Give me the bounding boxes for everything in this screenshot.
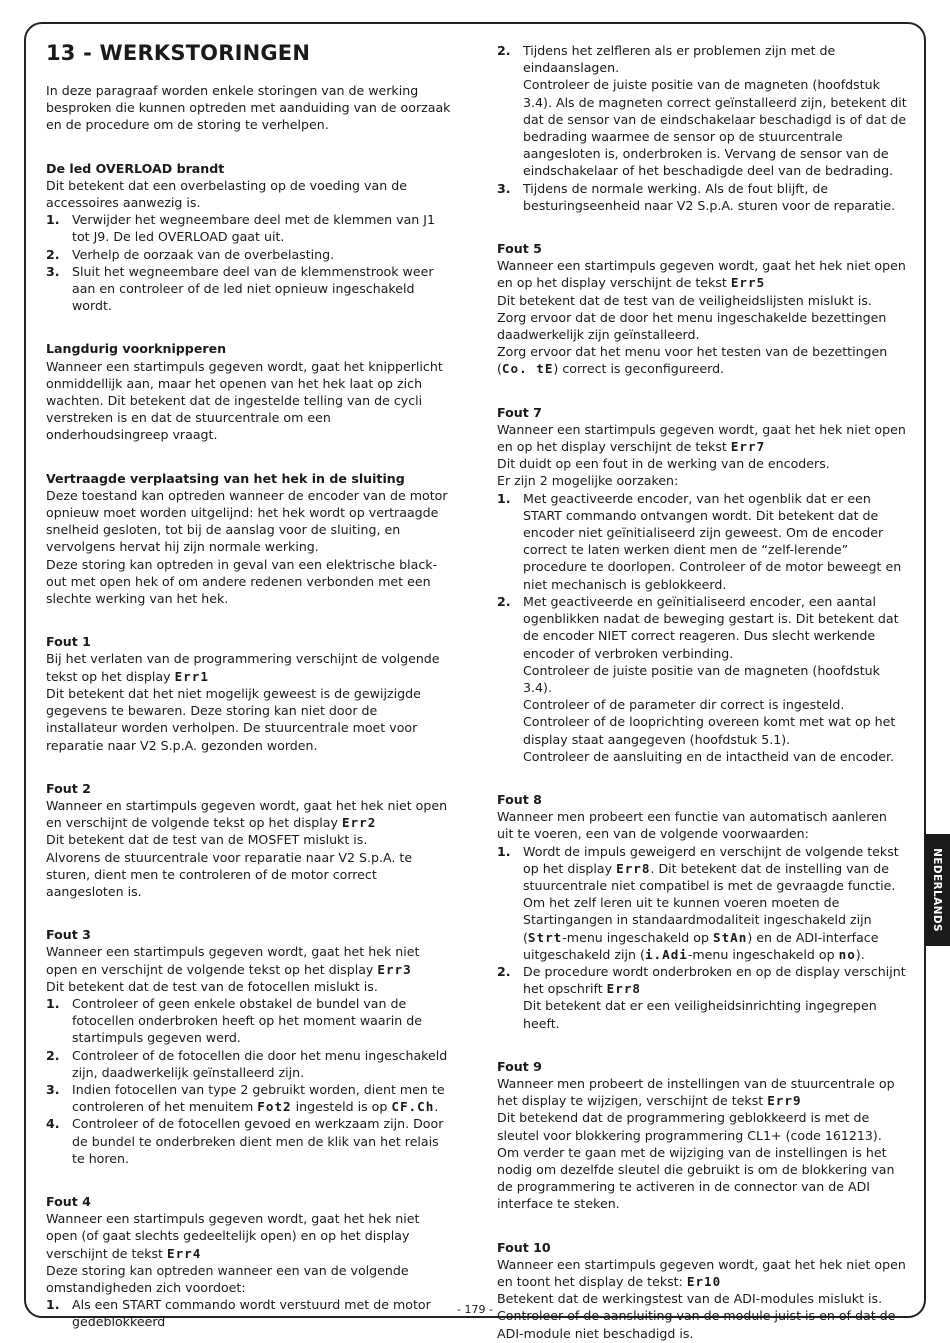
section-text: Deze storing kan optreden wanneer een van de volgende omstandigheden zich voordoet: — [46, 1262, 409, 1295]
item-text: -menu ingeschakeld op — [687, 946, 839, 962]
display-code: StAn — [713, 929, 748, 945]
section-preflash — [46, 340, 452, 443]
section-title: Fout 7 — [497, 404, 542, 420]
section-text: Wanneer een startimpuls gegeven wordt, gaat het knipperlicht onmiddellijk aan, maar het openen van het hek laat op zich wachten. Dit betekent dat de ingestelde telling van de cycli verstreken is en dat de stuurcentrale om een onderhoudsingreep vraagt. — [46, 358, 443, 443]
list-item — [46, 263, 452, 315]
item-number: 1. — [46, 995, 60, 1011]
text-part: Wanneer men probeert de instellingen van de stuurcentrale op het display te wijzigen, verschijnt de tekst — [497, 1075, 895, 1109]
item-text: ). — [855, 946, 865, 962]
section-text: Dit betekent dat de test van de MOSFET mislukt is. — [46, 832, 368, 848]
display-code: Err2 — [341, 815, 377, 831]
item-text: Controleer of de fotocellen gevoed en werkzaam zijn. Door de bundel te onderbreken dient men de klik van het relais te horen. — [72, 1116, 444, 1166]
section-text: Dit betekend dat de programmering geblokkeerd is met de sleutel voor blokkering programmering CL1+ (code 161213). — [497, 1110, 882, 1143]
section-text: Deze toestand kan optreden wanneer de encoder van de motor opnieuw moet worden uitgelijnd: het hek wordt op vertraagde snelheid gesloten, tot bij de aanslag voor de sluiting, en vervolgens hervat hij zijn normale werking. — [46, 487, 448, 555]
section-fout-2 — [46, 780, 452, 900]
text-part: ) correct is geconfigureerd. — [553, 361, 725, 377]
item-text: Als een START commando wordt verstuurd met de motor gedeblokkeerd — [72, 1297, 431, 1330]
item-number: 4. — [46, 1116, 60, 1132]
item-text: Dit betekent dat er een veiligheidsinrichting ingegrepen heeft. — [523, 998, 877, 1031]
section-fout-1 — [46, 633, 452, 753]
fout8-conditions — [497, 843, 907, 1032]
item-number: 2. — [46, 246, 60, 262]
section-text — [46, 943, 452, 977]
item-text: Controleer of de looprichting overeen komt met wat op het display staat aangegeven (hoofdstuk 5.1). — [523, 714, 896, 747]
list-item — [497, 180, 907, 214]
text-part: Wanneer een startimpuls gegeven wordt, gaat het hek niet open (of gaat slechts gedeeltelijk open) en op het display verschijnt de tekst — [46, 1211, 420, 1261]
display-code: Err5 — [730, 275, 766, 291]
item-text: Controleer of de parameter dir correct is ingesteld. — [523, 697, 845, 713]
list-item — [46, 1081, 452, 1115]
section-title: Fout 1 — [46, 634, 91, 650]
item-text: Tijdens het zelfleren als er problemen zijn met de eindaanslagen. — [523, 43, 836, 76]
display-code: Err3 — [377, 961, 412, 977]
section-text: Deze storing kan optreden in geval van een elektrische black-out met open hek of om andere redenen verbonden met een slechte werking van het hek. — [46, 556, 438, 607]
item-text: Verwijder het wegneembare deel met de klemmen van J1 tot J9. De led OVERLOAD gaat uit. — [72, 212, 435, 245]
item-number: 2. — [46, 1047, 60, 1063]
item-text: ingesteld is op — [291, 1099, 392, 1115]
section-text — [497, 1075, 907, 1109]
section-title: Fout 2 — [46, 780, 91, 796]
display-code: i.Adi — [644, 946, 688, 962]
section-title: Fout 4 — [46, 1193, 91, 1209]
display-code: Fot2 — [257, 1099, 292, 1115]
item-text: . Dit betekent dat de instelling van de stuurcentrale niet compatibel is met de gevraagde functie. Om het zelf leren uit te kunnen voeren moeten de Startingangen in standaardmodaliteit ingeschakeld zijn ( — [523, 860, 896, 945]
list-item — [46, 211, 452, 245]
fout7-causes — [497, 490, 907, 765]
left-column — [46, 40, 452, 1331]
section-title: Vertraagde verplaatsing van het hek in de sluiting — [46, 470, 405, 486]
display-code: Strt — [527, 929, 563, 945]
overload-steps — [46, 211, 452, 314]
list-item — [46, 995, 452, 1047]
display-code: Co. tE — [501, 361, 554, 377]
section-text: Zorg ervoor dat de door het menu ingeschakelde bezettingen daadwerkelijk zijn geïnstalleerd. — [497, 309, 887, 343]
item-number: 1. — [497, 843, 511, 859]
item-text: Met geactiveerde en geïnitialiseerd encoder, een aantal ogenblikken nadat de beweging gestart is. Dit betekent dat de encoder NIET correct reageren. Dus slecht werkende encoder of verbroken verbinding. — [523, 593, 899, 661]
display-code: no — [838, 946, 856, 962]
item-number: 1. — [497, 490, 511, 506]
section-text — [46, 797, 452, 831]
section-overload — [46, 160, 452, 315]
item-text: Verhelp de oorzaak van de overbelasting. — [72, 246, 335, 262]
item-number: 3. — [497, 180, 511, 196]
section-text: Betekent dat de werkingstest van de ADI-modules mislukt is. — [497, 1291, 883, 1307]
item-text: ) en de ADI-interface uitgeschakeld zijn ( — [523, 929, 879, 962]
item-number: 1. — [46, 212, 60, 228]
section-text: Dit betekent dat de test van de veiligheidslijsten mislukt is. — [497, 292, 872, 308]
section-text — [497, 1256, 907, 1290]
item-text: Tijdens de normale werking. Als de fout blijft, de besturingseenheid naar V2 S.p.A. sturen voor de reparatie. — [523, 180, 896, 213]
section-text — [46, 1210, 452, 1262]
right-column — [497, 42, 907, 1342]
section-title: Fout 9 — [497, 1058, 542, 1074]
section-text — [497, 343, 907, 377]
item-text: Indien fotocellen van type 2 gebruikt worden, dient men te controleren of het menuitem — [72, 1081, 445, 1115]
section-title: De led OVERLOAD brandt — [46, 160, 225, 176]
item-text: -menu ingeschakeld op — [562, 929, 713, 945]
text-part: Wanneer en startimpuls gegeven wordt, gaat het hek niet open en verschijnt de volgende tekst op het display — [46, 797, 448, 831]
section-text: Dit betekent dat de test van de fotocellen mislukt is. — [46, 978, 378, 994]
section-text: Om verder te gaan met de wijziging van de instellingen is het nodig om dezelfde sleutel die gebruikt is om de blokkering van de programmering te activeren in de connector van de ADI interface te steken. — [497, 1144, 895, 1212]
language-tab-label: NEDERLANDS — [931, 848, 943, 932]
display-code: Err7 — [730, 439, 766, 455]
section-text: Dit betekent dat een overbelasting op de voeding van de accessoires aanwezig is. — [46, 177, 407, 211]
display-code: Err8 — [616, 860, 651, 876]
item-text: Sluit het wegneembare deel van de klemmenstrook weer aan en controleer of de led niet opnieuw ingeschakeld wordt. — [72, 263, 434, 314]
display-code: Er10 — [686, 1274, 722, 1289]
item-text: Controleer of geen enkele obstakel de bundel van de fotocellen onderbroken heeft op het moment waarin de startimpuls gegeven werd. — [72, 995, 423, 1046]
fout4-steps-continued — [497, 42, 907, 214]
section-title: Fout 8 — [497, 791, 542, 807]
section-text — [46, 650, 452, 684]
section-text — [497, 257, 907, 291]
section-fout-8 — [497, 791, 907, 1032]
display-code: Err8 — [606, 981, 642, 997]
display-code: CF.Ch — [391, 1099, 435, 1115]
list-item — [497, 42, 907, 180]
page-title: 13 - WERKSTORINGEN — [46, 41, 311, 65]
section-text: Wanneer men probeert een functie van automatisch aanleren uit te voeren, een van de volgende voorwaarden: — [497, 809, 887, 842]
list-item — [46, 1047, 452, 1081]
list-item — [497, 490, 907, 593]
section-fout-10 — [497, 1239, 907, 1342]
section-slow-closing — [46, 470, 452, 608]
text-part: Wanneer een startimpuls gegeven wordt, gaat het hek niet open en toont het display de tekst: — [497, 1256, 906, 1289]
list-item — [497, 963, 907, 1032]
fout3-steps — [46, 995, 452, 1167]
section-fout-7 — [497, 404, 907, 765]
display-code: Err4 — [167, 1245, 202, 1261]
text-part: Wanneer een startimpuls gegeven wordt, gaat het hek niet open en op het display verschijnt de tekst — [497, 421, 906, 455]
item-text: Met geactiveerde encoder, van het ogenblik dat er een START commando ontvangen wordt. Dit betekent dat de encoder niet geïnitialiseerd zijn geweest. Om de encoder correct te laten werken dient men de “zelf-lerende” procedure te doorlopen. Controleer of de motor beweegt en niet mechanisch is geblokkeerd. — [523, 490, 902, 592]
section-title: Fout 10 — [497, 1239, 551, 1255]
display-code: Err9 — [767, 1093, 802, 1109]
item-number: 2. — [497, 963, 511, 979]
section-text — [497, 421, 907, 455]
item-text: Controleer of de fotocellen die door het menu ingeschakeld zijn, daadwerkelijk geïnstalleerd zijn. — [72, 1047, 448, 1080]
section-fout-5 — [497, 240, 907, 378]
section-title: Fout 5 — [497, 241, 542, 257]
section-fout-9 — [497, 1058, 907, 1213]
list-item — [497, 593, 907, 765]
page-number: - 179 - — [457, 1303, 493, 1316]
item-number: 2. — [497, 593, 511, 609]
item-number: 2. — [497, 43, 511, 58]
item-text: Controleer de aansluiting en de intactheid van de encoder. — [523, 748, 895, 764]
section-text: Controleer of de aansluiting van de module juist is en of dat de ADI-module niet beschadigd is. — [497, 1308, 896, 1341]
item-number: 3. — [46, 263, 60, 279]
section-text: Alvorens de stuurcentrale voor reparatie naar V2 S.p.A. te sturen, dient men te controleren of de motor correct aangesloten is. — [46, 849, 413, 899]
section-text: Dit betekent dat het niet mogelijk geweest is de gewijzigde gegevens te bewaren. Deze storing kan niet door de installateur worden verholpen. De stuurcentrale moet voor reparatie naar V2 S.p.A. gezonden worden. — [46, 685, 421, 753]
item-text: Controleer de juiste positie van de magneten (hoofdstuk 3.4). — [523, 662, 880, 695]
item-text: Controleer de juiste positie van de magneten (hoofdstuk 3.4). Als de magneten correct geïnstalleerd zijn, betekent dit dat de sensor van de eindschakelaar beschadigd is of dat de bedrading waarmee de sensor op de stuurcentrale aangesloten is, onderbroken is. Vervang de sensor van de eindschakelaar of het beschadigde deel van de bedrading. — [523, 77, 907, 179]
text-part: Wanneer een startimpuls gegeven wordt, gaat het hek niet open en verschijnt de volgende tekst op het display — [46, 944, 420, 977]
item-number: 3. — [46, 1081, 60, 1097]
item-text: . — [434, 1099, 439, 1115]
text-part: Bij het verlaten van de programmering verschijnt de volgende tekst op het display — [46, 651, 440, 684]
section-text: Dit duidt op een fout in de werking van de encoders. — [497, 456, 830, 472]
list-item — [46, 1115, 452, 1167]
section-title: Langdurig voorknipperen — [46, 341, 227, 357]
item-text: De procedure wordt onderbroken en op de display verschijnt het opschrift — [523, 963, 906, 997]
section-text: Er zijn 2 mogelijke oorzaken: — [497, 473, 679, 489]
item-number: 1. — [46, 1297, 60, 1313]
language-tab — [925, 834, 950, 946]
section-title: Fout 3 — [46, 927, 91, 943]
intro-text: In deze paragraaf worden enkele storingen van de werking besproken die kunnen optreden met aanduiding van de oorzaak en de procedure om de storing te verhelpen. — [46, 83, 451, 133]
section-fout-3 — [46, 926, 452, 1167]
text-part: Zorg ervoor dat het menu voor het testen van de bezettingen ( — [497, 344, 888, 377]
display-code: Err1 — [174, 668, 209, 684]
item-text: Wordt de impuls geweigerd en verschijnt de volgende tekst op het display — [523, 843, 899, 876]
list-item — [497, 843, 907, 963]
text-part: Wanneer een startimpuls gegeven wordt, gaat het hek niet open en op het display verschijnt de tekst — [497, 258, 906, 291]
list-item — [46, 246, 452, 263]
